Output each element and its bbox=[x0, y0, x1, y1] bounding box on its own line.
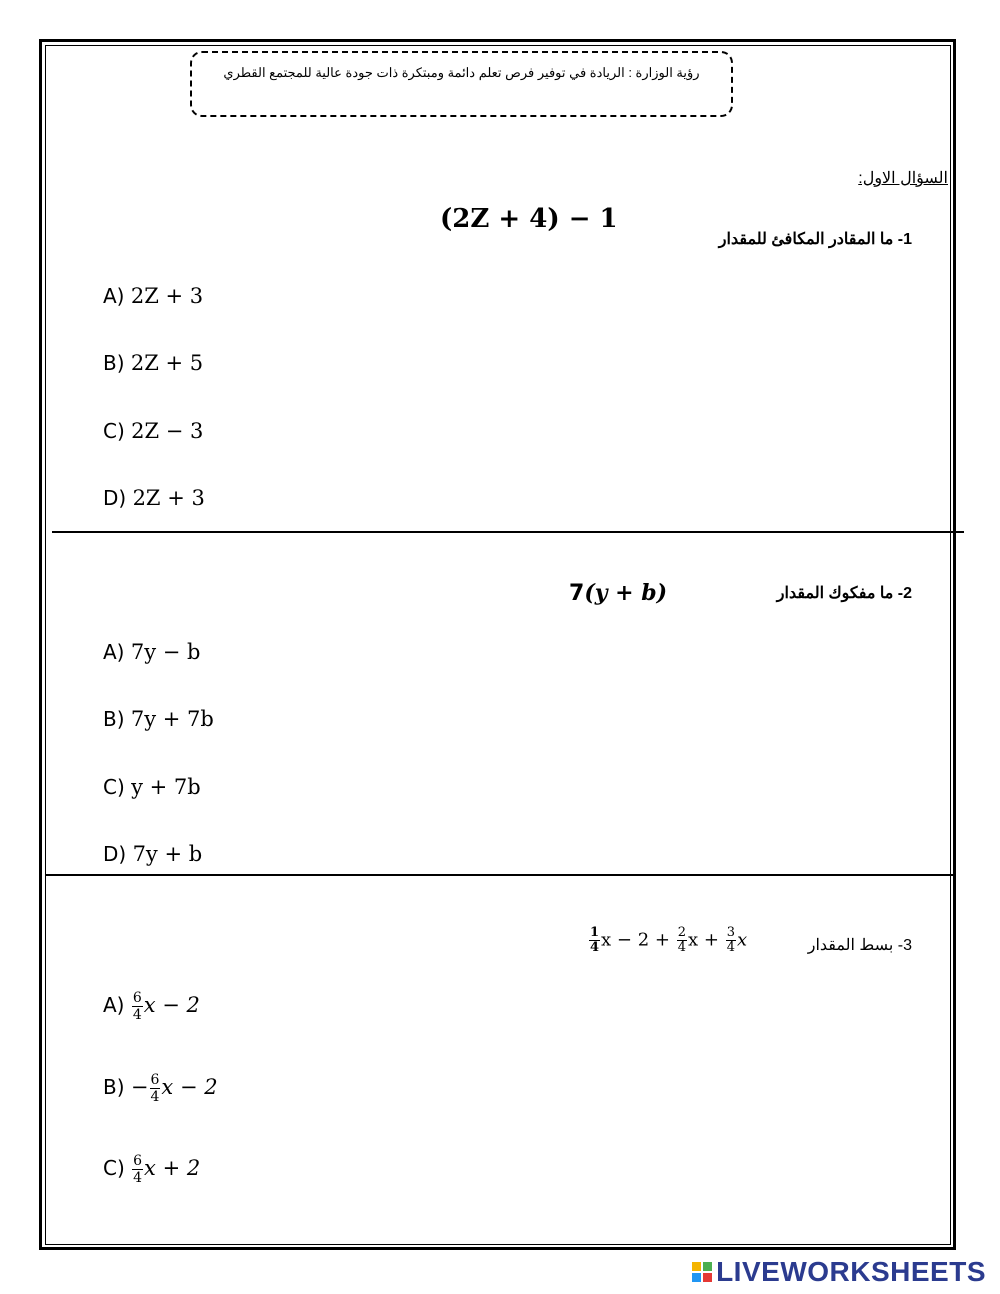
fraction bbox=[150, 1072, 161, 1105]
fraction-numerator: 3 bbox=[726, 925, 735, 940]
logo-tile bbox=[692, 1262, 701, 1271]
logo-tile bbox=[703, 1262, 712, 1271]
fraction-denominator: 4 bbox=[677, 940, 686, 955]
fraction bbox=[132, 1153, 143, 1186]
fraction-denominator: 4 bbox=[590, 940, 600, 955]
option-value: y + 7b bbox=[131, 775, 201, 799]
option-letter: A) bbox=[103, 993, 131, 1017]
expression-term: x − 2 + bbox=[601, 929, 670, 951]
question-3-option-a[interactable] bbox=[103, 990, 200, 1023]
brand-text: LIVEWORKSHEETS bbox=[716, 1256, 986, 1287]
option-letter: A) bbox=[103, 284, 131, 308]
option-letter: C) bbox=[103, 775, 132, 799]
question-2-option-d[interactable] bbox=[103, 842, 202, 866]
logo-tile bbox=[692, 1273, 701, 1282]
option-letter: B) bbox=[103, 707, 131, 731]
question-2-option-b[interactable] bbox=[103, 707, 214, 731]
question-1-option-d[interactable] bbox=[103, 486, 205, 510]
fraction-numerator: 6 bbox=[150, 1072, 160, 1088]
option-value: x − 2 bbox=[161, 1075, 218, 1099]
fraction bbox=[132, 990, 143, 1023]
question-3-option-c[interactable] bbox=[103, 1153, 200, 1186]
expression-term: x + bbox=[688, 929, 719, 951]
option-value: 7y + b bbox=[132, 842, 203, 866]
logo-tile bbox=[703, 1273, 712, 1282]
fraction bbox=[589, 926, 600, 955]
expression-body: (y + b) bbox=[584, 580, 668, 606]
option-value: 2Z + 3 bbox=[132, 486, 205, 510]
question-2-option-c[interactable] bbox=[103, 775, 201, 799]
option-prefix: − bbox=[130, 1075, 149, 1099]
question-1-option-a[interactable] bbox=[103, 284, 203, 308]
liveworksheets-brand[interactable] bbox=[692, 1256, 986, 1288]
question-1-option-c[interactable] bbox=[103, 419, 203, 443]
fraction-numerator: 6 bbox=[132, 990, 142, 1006]
option-value: x − 2 bbox=[143, 993, 200, 1017]
option-letter: D) bbox=[103, 486, 133, 510]
question-1-label: 1- ما المقادر المكافئ للمقدار bbox=[718, 231, 912, 248]
option-value: 2Z + 5 bbox=[130, 351, 204, 375]
fraction-denominator: 4 bbox=[150, 1089, 160, 1105]
option-value: 2Z + 3 bbox=[130, 284, 204, 308]
divider-line-2 bbox=[46, 874, 954, 876]
fraction-numerator: 6 bbox=[133, 1153, 143, 1169]
expression-coefficient: 7 bbox=[569, 581, 585, 606]
fraction-numerator: 2 bbox=[677, 925, 686, 940]
question-1-expression: (2Z + 4) − 1 bbox=[440, 204, 618, 234]
question-2-expression bbox=[569, 580, 667, 606]
expression-term: x bbox=[736, 929, 748, 951]
question-3-label: 3- بسط المقدار bbox=[807, 937, 912, 954]
ministry-vision-text: رؤية الوزارة : الريادة في توفير فرص تعلم دائمة ومبتكرة ذات جودة عالية للمجتمع القطري bbox=[223, 65, 700, 80]
option-letter: C) bbox=[103, 1156, 132, 1180]
liveworksheets-logo-icon bbox=[692, 1262, 712, 1282]
fraction-denominator: 4 bbox=[132, 1007, 142, 1023]
option-value: 7y + 7b bbox=[130, 707, 214, 731]
option-letter: C) bbox=[103, 419, 132, 443]
question-3-expression bbox=[588, 926, 747, 955]
option-value: x + 2 bbox=[144, 1156, 201, 1180]
option-letter: B) bbox=[103, 1075, 131, 1099]
option-letter: B) bbox=[103, 351, 131, 375]
question-2-label: 2- ما مفكوك المقدار bbox=[776, 585, 912, 602]
section-title: السؤال الاول: bbox=[858, 170, 948, 187]
fraction bbox=[726, 926, 736, 955]
option-letter: D) bbox=[103, 842, 133, 866]
fraction-denominator: 4 bbox=[133, 1170, 143, 1186]
question-2-option-a[interactable] bbox=[103, 640, 200, 664]
fraction bbox=[677, 926, 687, 955]
fraction-numerator: 1 bbox=[590, 925, 600, 940]
ministry-vision-box bbox=[190, 51, 733, 117]
divider-line-1 bbox=[52, 531, 964, 533]
question-3-option-b[interactable] bbox=[103, 1072, 218, 1105]
option-value: 2Z − 3 bbox=[131, 419, 204, 443]
question-1-option-b[interactable] bbox=[103, 351, 203, 375]
option-value: 7y − b bbox=[130, 640, 201, 664]
fraction-denominator: 4 bbox=[726, 940, 735, 955]
option-letter: A) bbox=[103, 640, 131, 664]
